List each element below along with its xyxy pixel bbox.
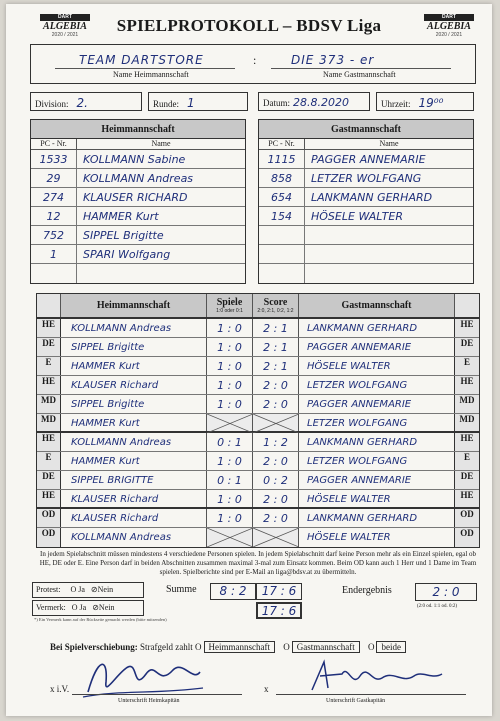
match-guest-player[interactable]: HÖSELE WALTER: [299, 357, 455, 375]
match-type-left: HE: [37, 376, 61, 394]
spiele-crossed-cell: [207, 414, 253, 431]
player-pc-number[interactable]: 12: [31, 207, 77, 225]
home-roster-table: Heimmannschaft PC - Nr. Name 1533 KOLLMANN Sabine 29 KOLLMANN Andreas 274 KLAUSER RICHARD 12 HAMMER Kurt 752 SIPPEL Brigitte 1 SPARI Wolfgang: [30, 119, 246, 284]
player-name[interactable]: [305, 264, 473, 283]
match-home-player[interactable]: SIPPEL Brigitte: [61, 395, 207, 413]
guest-signature-label: Unterschrift Gastkapitän: [326, 698, 386, 704]
match-type-left: HE: [37, 433, 61, 451]
match-row: [37, 528, 479, 547]
roster-row: [31, 207, 245, 226]
player-pc-number[interactable]: [31, 264, 77, 283]
home-signature-label: Unterschrift Heimkapitän: [118, 698, 180, 704]
match-type-right: OD: [455, 509, 479, 527]
match-home-player[interactable]: KOLLMANN Andreas: [61, 528, 207, 547]
match-row: [37, 452, 479, 471]
match-row: [37, 319, 479, 338]
match-spiele[interactable]: 0 : 1: [207, 433, 253, 451]
match-type-left: E: [37, 357, 61, 375]
match-spiele[interactable]: 0 : 1: [207, 471, 253, 489]
player-pc-number[interactable]: 274: [31, 188, 77, 206]
home-team-name[interactable]: TEAM DARTSTORE: [79, 53, 204, 67]
player-pc-number[interactable]: 1115: [259, 150, 305, 168]
match-home-player[interactable]: KLAUSER Richard: [61, 490, 207, 507]
score-crossed-cell: [253, 528, 299, 547]
datum-field[interactable]: Datum: 28.8.2020: [258, 92, 370, 111]
match-guest-player[interactable]: LANKMANN GERHARD: [299, 509, 455, 527]
match-spiele[interactable]: 1 : 0: [207, 338, 253, 356]
match-spiele[interactable]: 1 : 0: [207, 319, 253, 337]
match-home-player[interactable]: HAMMER Kurt: [61, 452, 207, 470]
guest-team-name[interactable]: DIE 373 - er: [291, 53, 375, 67]
player-pc-number[interactable]: 1533: [31, 150, 77, 168]
option-gastmannschaft[interactable]: Gastmannschaft: [292, 641, 360, 653]
roster-row: [259, 150, 473, 169]
match-spiele[interactable]: 1 : 0: [207, 395, 253, 413]
player-pc-number[interactable]: 858: [259, 169, 305, 187]
roster-row: [259, 226, 473, 245]
guest-captain-signature: [302, 654, 452, 698]
player-name[interactable]: [305, 226, 473, 244]
match-guest-player[interactable]: PAGGER ANNEMARIE: [299, 338, 455, 356]
roster-row: [259, 207, 473, 226]
match-guest-player[interactable]: HÖSELE WALTER: [299, 528, 455, 547]
match-home-player[interactable]: SIPPEL Brigitte: [61, 338, 207, 356]
match-score[interactable]: 0 : 2: [253, 471, 299, 489]
match-home-player[interactable]: KOLLMANN Andreas: [61, 433, 207, 451]
guest-signature-prefix: x: [264, 684, 269, 694]
match-score[interactable]: 2 : 1: [253, 319, 299, 337]
roster-row: [31, 150, 245, 169]
league-logo-right: DART ALGEBIA 2020 / 2021: [424, 14, 474, 40]
roster-row: [31, 169, 245, 188]
score-crossed-cell: [253, 414, 299, 431]
uhrzeit-field[interactable]: Uhrzeit: 19⁰⁰: [376, 92, 474, 111]
match-type-right: OD: [455, 528, 479, 547]
match-type-right: DE: [455, 471, 479, 489]
roster-row: [31, 188, 245, 207]
roster-row: [31, 264, 245, 283]
home-team-label: Name Heimmannschaft: [113, 70, 189, 79]
summe-spiele[interactable]: 8 : 2: [210, 583, 256, 600]
match-type-right: HE: [455, 490, 479, 507]
roster-row: [31, 226, 245, 245]
match-row: [37, 357, 479, 376]
match-row: [37, 509, 479, 528]
player-pc-number[interactable]: [259, 245, 305, 263]
match-type-right: DE: [455, 338, 479, 356]
match-spiele[interactable]: 1 : 0: [207, 452, 253, 470]
player-name[interactable]: LANKMANN GERHARD: [311, 191, 433, 204]
match-row: [37, 490, 479, 509]
match-guest-player[interactable]: LETZER WOLFGANG: [299, 414, 455, 431]
match-score[interactable]: 2 : 1: [253, 357, 299, 375]
match-type-left: HE: [37, 319, 61, 337]
match-row: [37, 433, 479, 452]
team-names-box: [30, 44, 476, 84]
match-spiele[interactable]: 1 : 0: [207, 509, 253, 527]
player-pc-number[interactable]: 29: [31, 169, 77, 187]
option-heimmannschaft[interactable]: Heimmannschaft: [204, 641, 275, 653]
match-type-left: MD: [37, 395, 61, 413]
endergebnis-value[interactable]: 2 : 0: [415, 583, 477, 601]
match-row: [37, 395, 479, 414]
player-name[interactable]: [305, 245, 473, 263]
endergebnis-label: Endergebnis: [342, 585, 392, 596]
player-pc-number[interactable]: 654: [259, 188, 305, 206]
match-type-left: DE: [37, 338, 61, 356]
match-guest-player[interactable]: LANKMANN GERHARD: [299, 433, 455, 451]
match-type-right: MD: [455, 414, 479, 431]
match-guest-player[interactable]: HÖSELE WALTER: [299, 490, 455, 507]
match-guest-player[interactable]: PAGGER ANNEMARIE: [299, 395, 455, 413]
player-name[interactable]: KOLLMANN Sabine: [83, 153, 186, 166]
match-type-right: HE: [455, 319, 479, 337]
spielverschiebung-row: Bei Spielverschiebung: Strafgeld zahlt O Heimmannschaft O Gastmannschaft O beide: [50, 641, 412, 653]
match-guest-player[interactable]: LANKMANN GERHARD: [299, 319, 455, 337]
player-name[interactable]: SPARI Wolfgang: [83, 248, 171, 261]
match-home-player[interactable]: HAMMER Kurt: [61, 414, 207, 431]
match-row: [37, 471, 479, 490]
match-score[interactable]: 2 : 0: [253, 452, 299, 470]
player-name[interactable]: HÖSELE WALTER: [311, 210, 403, 223]
match-type-left: OD: [37, 509, 61, 527]
division-field[interactable]: Division: 2.: [30, 92, 142, 111]
home-signature-prefix: x i.V.: [50, 684, 70, 694]
match-row: [37, 376, 479, 395]
score-sheet: [6, 4, 492, 716]
match-spiele[interactable]: 1 : 0: [207, 357, 253, 375]
match-results-table: [36, 293, 480, 548]
spiele-crossed-cell: [207, 528, 253, 547]
player-name[interactable]: PAGGER ANNEMARIE: [311, 153, 426, 166]
player-name[interactable]: HAMMER Kurt: [83, 210, 159, 223]
player-pc-number[interactable]: 154: [259, 207, 305, 225]
match-type-right: MD: [455, 395, 479, 413]
match-score[interactable]: 1 : 2: [253, 433, 299, 451]
match-row: [37, 414, 479, 433]
rules-note: In jedem Spielabschnitt müssen mindestens 4 verschiedene Personen spielen. In jedem Spielabschnitt darf keine Person mehr als ein Einzel spielen, egal ob HE, DE oder E. Eine Person darf in beiden Abschnitten zusammen maximal 3-mal zum Einsatz kommen. Beim OD kann auch 1 Herr und 1 Dame im Team spielen. Spielberichte sind per E-Mail an liga@bdsv.at zu übermitteln.: [39, 550, 477, 576]
player-name[interactable]: LETZER WOLFGANG: [311, 172, 422, 185]
match-score[interactable]: 2 : 1: [253, 338, 299, 356]
match-type-left: E: [37, 452, 61, 470]
match-type-right: HE: [455, 376, 479, 394]
page-title: SPIELPROTOKOLL – BDSV Liga: [116, 16, 382, 35]
match-guest-player[interactable]: LETZER WOLFGANG: [299, 376, 455, 394]
player-name[interactable]: [77, 264, 245, 283]
roster-row: [259, 245, 473, 264]
match-type-left: OD: [37, 528, 61, 547]
match-score[interactable]: 2 : 0: [253, 490, 299, 507]
summe-score[interactable]: 17 : 6: [256, 583, 302, 600]
guest-roster-table: Gastmannschaft PC - Nr. Name 1115 PAGGER ANNEMARIE 858 LETZER WOLFGANG 654 LANKMANN GERHARD 154 HÖSELE WALTER: [258, 119, 474, 284]
match-home-player[interactable]: HAMMER Kurt: [61, 357, 207, 375]
match-table-header: Heimmannschaft Spiele 1:0 oder 0:1 Score 2:0, 2:1, 0:2, 1:2 Gastmannschaft: [37, 294, 479, 319]
player-name[interactable]: KLAUSER RICHARD: [83, 191, 188, 204]
match-spiele[interactable]: 1 : 0: [207, 376, 253, 394]
match-row: [37, 338, 479, 357]
roster-row: [259, 169, 473, 188]
match-score[interactable]: 2 : 0: [253, 376, 299, 394]
summe-label: Summe: [166, 584, 197, 595]
match-home-player[interactable]: KOLLMANN Andreas: [61, 319, 207, 337]
guest-team-label: Name Gastmannschaft: [323, 70, 396, 79]
runde-field[interactable]: Runde: 1: [148, 92, 248, 111]
teams-separator: :: [253, 53, 258, 67]
match-guest-player[interactable]: PAGGER ANNEMARIE: [299, 471, 455, 489]
match-guest-player[interactable]: LETZER WOLFGANG: [299, 452, 455, 470]
option-beide[interactable]: beide: [376, 641, 406, 653]
protest-field[interactable]: Protest: O Ja ⊘Nein: [32, 582, 144, 598]
player-name[interactable]: KOLLMANN Andreas: [83, 172, 194, 185]
match-score[interactable]: 2 : 0: [253, 395, 299, 413]
roster-row: [259, 264, 473, 283]
player-pc-number[interactable]: [259, 264, 305, 283]
match-type-left: HE: [37, 490, 61, 507]
vermerk-footnote: *) Ein Vermerk kann auf der Rückseite gemacht werden (bitte mitsenden): [34, 617, 167, 622]
summe-score-corrected[interactable]: 17 : 6: [256, 602, 302, 619]
match-home-player[interactable]: SIPPEL BRIGITTE: [61, 471, 207, 489]
match-home-player[interactable]: KLAUSER Richard: [61, 376, 207, 394]
match-type-left: DE: [37, 471, 61, 489]
match-score[interactable]: 2 : 0: [253, 509, 299, 527]
match-home-player[interactable]: KLAUSER Richard: [61, 509, 207, 527]
endergebnis-hint: (2:0 od. 1:1 od. 0:2): [417, 604, 457, 609]
match-type-left: MD: [37, 414, 61, 431]
match-type-right: E: [455, 357, 479, 375]
player-name[interactable]: SIPPEL Brigitte: [83, 229, 164, 242]
league-logo-left: DART ALGEBIA 2020 / 2021: [40, 14, 90, 40]
match-type-right: HE: [455, 433, 479, 451]
vermerk-field[interactable]: Vermerk: O Ja ⊘Nein: [32, 600, 144, 616]
roster-row: [31, 245, 245, 264]
roster-row: [259, 188, 473, 207]
player-pc-number[interactable]: 752: [31, 226, 77, 244]
player-pc-number[interactable]: [259, 226, 305, 244]
player-pc-number[interactable]: 1: [31, 245, 77, 263]
match-type-right: E: [455, 452, 479, 470]
match-spiele[interactable]: 1 : 0: [207, 490, 253, 507]
